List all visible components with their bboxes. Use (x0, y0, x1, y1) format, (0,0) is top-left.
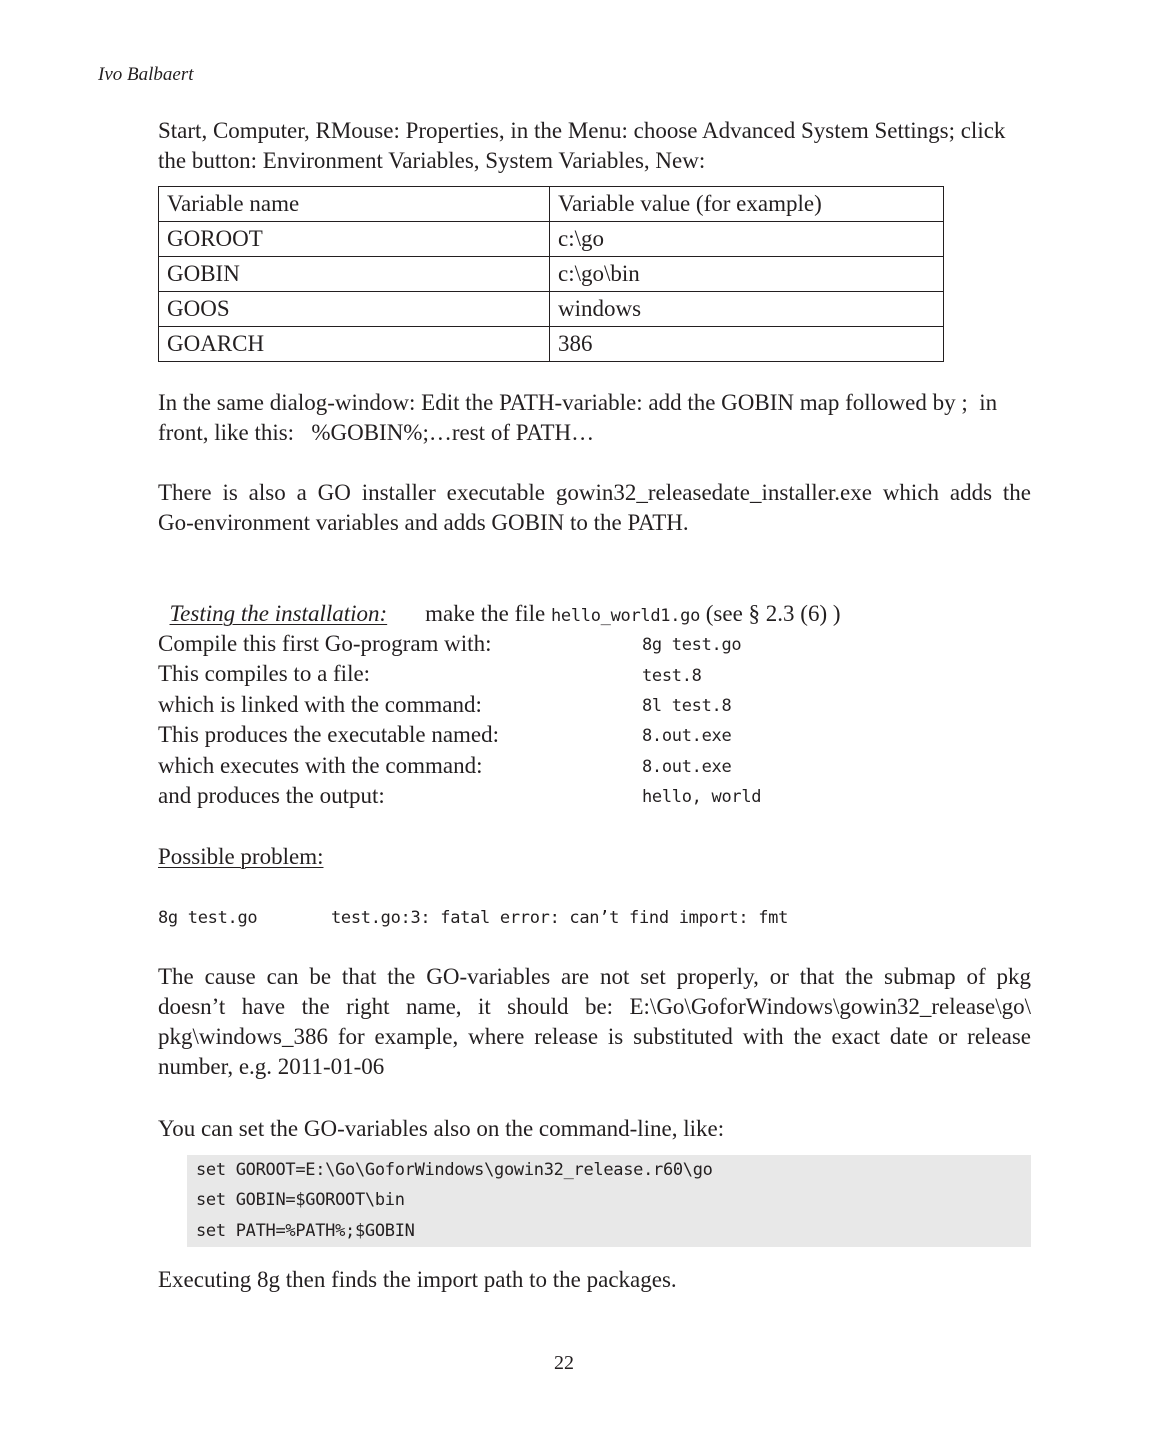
command-label: and produces the output: (158, 783, 385, 808)
environment-variables-table (158, 186, 944, 362)
intro-line-1: Start, Computer, RMouse: Properties, in the Menu: choose Advanced System Settings; click (158, 118, 1006, 143)
cause-line-1: The cause can be that the GO-variables are not set properly, or that the submap of pkg (158, 964, 1031, 989)
testing-heading: Testing the installation: (169, 601, 388, 626)
problem-error-message: test.go:3: fatal error: can’t find import: fmt (331, 908, 789, 928)
cause-paragraph (158, 962, 1031, 1082)
table-row (159, 327, 944, 362)
table-row (159, 222, 944, 257)
cause-line-2: doesn’t have the right name, it should be: E:\Go\GoforWindows\gowin32_release\go\ (158, 994, 1031, 1019)
code-line: set GOROOT=E:\Go\GoforWindows\gowin32_release.r60\go (196, 1160, 713, 1180)
path-note-line-2: front, like this: %GOBIN%;…rest of PATH… (158, 420, 595, 445)
command-value: test.8 (642, 666, 702, 686)
variable-name-cell: GOARCH (159, 327, 550, 362)
code-block (187, 1155, 1031, 1247)
intro-paragraph (158, 116, 1031, 176)
command-label: Compile this first Go-program with: (158, 631, 492, 656)
code-line: set GOBIN=$GOROOT\bin (196, 1190, 405, 1210)
variable-value-cell: c:\go (550, 222, 944, 257)
table-header-row (159, 187, 944, 222)
variable-name-cell: GOOS (159, 292, 550, 327)
installer-note-line-1: There is also a GO installer executable gowin32_releasedate_installer.exe which adds the (158, 480, 1031, 505)
command-value: 8.out.exe (642, 757, 732, 777)
testing-filename: hello_world1.go (550, 606, 701, 626)
command-value: hello, world (642, 787, 762, 807)
variable-value-cell: windows (550, 292, 944, 327)
path-note-paragraph (158, 388, 1031, 448)
command-value: 8g test.go (642, 635, 742, 655)
possible-problem-heading: Possible problem: (158, 844, 324, 869)
installer-note-line-2: Go-environment variables and adds GOBIN to the PATH. (158, 510, 689, 535)
testing-line (158, 569, 841, 631)
page-number: 22 (554, 1352, 574, 1374)
table-header-cell: Variable name (159, 187, 550, 222)
cause-line-4: number, e.g. 2011-01-06 (158, 1054, 385, 1079)
command-value: 8l test.8 (642, 696, 732, 716)
code-line: set PATH=%PATH%;$GOBIN (196, 1221, 415, 1241)
running-header-author: Ivo Balbaert (98, 64, 194, 85)
testing-text-before: make the file (425, 601, 551, 626)
variable-value-cell: 386 (550, 327, 944, 362)
problem-command: 8g test.go (158, 908, 258, 928)
installer-note-paragraph (158, 478, 1031, 538)
intro-line-2: the button: Environment Variables, System Variables, New: (158, 148, 706, 173)
command-label: This compiles to a file: (158, 661, 371, 686)
command-label: which executes with the command: (158, 753, 483, 778)
table-header-cell: Variable value (for example) (550, 187, 944, 222)
table-row (159, 292, 944, 327)
command-label: which is linked with the command: (158, 692, 482, 717)
path-note-line-1: In the same dialog-window: Edit the PATH-variable: add the GOBIN map followed by ; in (158, 390, 998, 415)
cause-line-3: pkg\windows_386 for example, where release is substituted with the exact date or release (158, 1024, 1031, 1049)
variable-name-cell: GOROOT (159, 222, 550, 257)
variable-name-cell: GOBIN (159, 257, 550, 292)
table-row (159, 257, 944, 292)
variable-value-cell: c:\go\bin (550, 257, 944, 292)
command-value: 8.out.exe (642, 726, 732, 746)
cmdline-intro: You can set the GO-variables also on the command-line, like: (158, 1116, 725, 1141)
closing-sentence: Executing 8g then finds the import path to the packages. (158, 1267, 677, 1292)
testing-text-after: (see § 2.3 (6) ) (700, 601, 841, 626)
command-label: This produces the executable named: (158, 722, 500, 747)
